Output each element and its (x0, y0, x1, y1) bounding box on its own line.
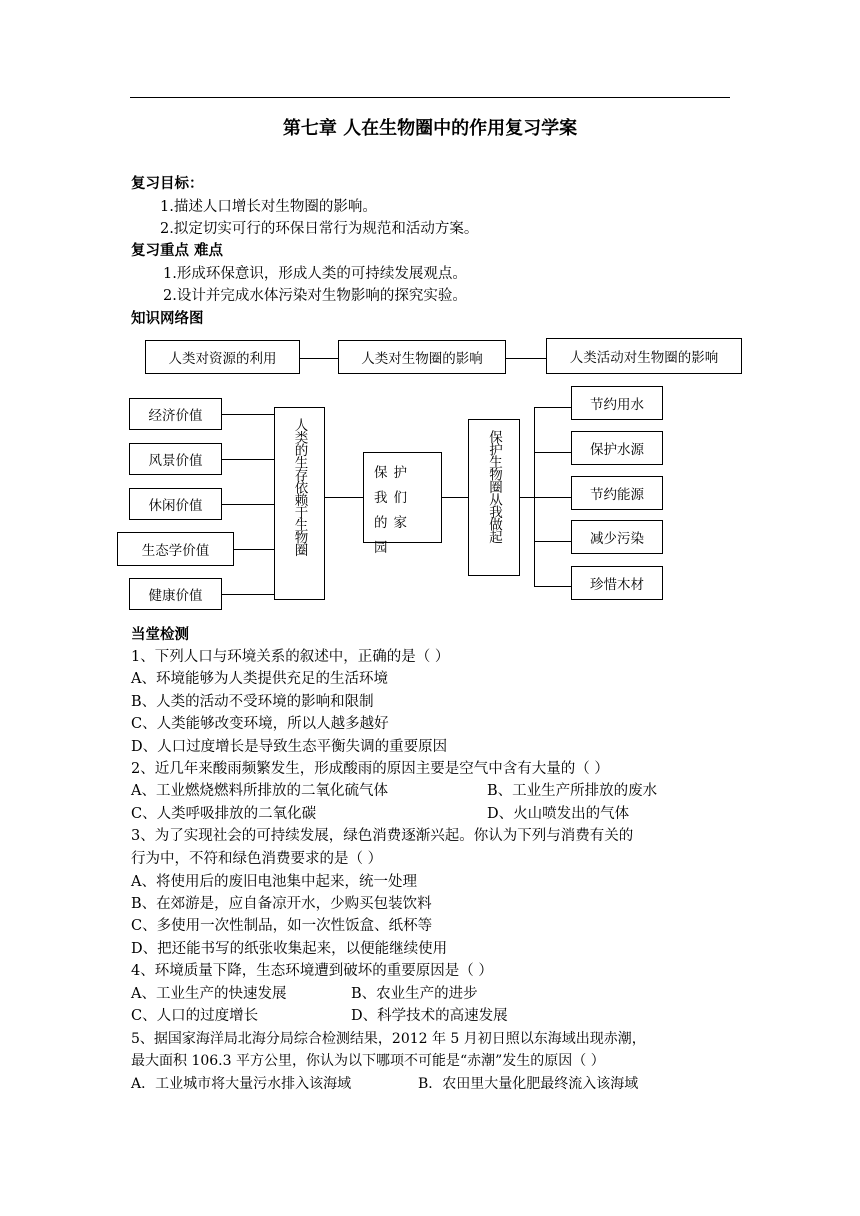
connector (506, 358, 546, 359)
top-box-activity-impact: 人类活动对生物圈的影响 (546, 338, 742, 374)
connector (520, 497, 534, 498)
key-point-item-1: 1.形成环保意识，形成人类的可持续发展观点。 (163, 266, 467, 282)
page-title: 第七章 人在生物圈中的作用复习学案 (282, 118, 578, 139)
value-box-economic: 经济价值 (129, 398, 222, 430)
question-1-stem: 1、下列人口与环境关系的叙述中，正确的是（ ） (131, 649, 450, 665)
connector (534, 452, 571, 453)
question-3-option-c: C、多使用一次性制品，如一次性饭盒、纸杯等 (131, 918, 433, 934)
connector (222, 594, 274, 595)
question-3-option-b: B、在郊游是，应自备凉开水，少购买包装饮料 (131, 896, 432, 912)
question-1-option-a: A、环境能够为人类提供充足的生活环境 (131, 671, 388, 687)
question-1-option-b: B、人类的活动不受环境的影响和限制 (131, 694, 374, 710)
home-box: 保护我们的家园 (363, 452, 442, 543)
network-heading: 知识网络图 (131, 311, 204, 327)
question-3-stem-line-1: 3、为了实现社会的可持续发展，绿色消费逐渐兴起。你认为下列与消费有关的 (131, 828, 634, 844)
connector (222, 459, 274, 460)
connector (234, 549, 274, 550)
question-1-option-d: D、人口过度增长是导致生态平衡失调的重要原因 (131, 739, 448, 755)
connector (222, 414, 274, 415)
key-points-heading: 复习重点 难点 (131, 243, 224, 259)
from-me-box (468, 419, 520, 576)
question-4-option-a: A、工业生产的快速发展 (131, 986, 287, 1002)
value-box-leisure: 休闲价值 (129, 488, 222, 520)
question-1-option-c: C、人类能够改变环境，所以人越多越好 (131, 716, 389, 732)
action-box-save-energy: 节约能源 (571, 476, 663, 510)
connector (325, 497, 363, 498)
question-4-stem: 4、环境质量下降，生态环境遭到破坏的重要原因是（ ） (131, 963, 493, 979)
question-3-option-a: A、将使用后的废旧电池集中起来，统一处理 (131, 874, 417, 890)
objective-item-2: 2.拟定切实可行的环保日常行为规范和活动方案。 (160, 221, 479, 237)
value-box-health: 健康价值 (129, 578, 222, 610)
test-heading: 当堂检测 (131, 627, 189, 643)
question-2-option-c: C、人类呼吸排放的二氧化碳 (131, 806, 317, 822)
action-box-protect-water: 保护水源 (571, 431, 663, 465)
question-4-option-c: C、人口的过度增长 (131, 1008, 259, 1024)
top-box-biosphere-impact: 人类对生物圈的影响 (338, 340, 506, 374)
connector (534, 407, 571, 408)
connector (534, 541, 571, 542)
question-2-stem: 2、近几年来酸雨频繁发生，形成酸雨的原因主要是空气中含有大量的（ ） (131, 761, 609, 777)
connector (442, 497, 468, 498)
question-3-option-d: D、把还能书写的纸张收集起来，以便能继续使用 (131, 941, 448, 957)
question-5-stem-line-1: 5、据国家海洋局北海分局综合检测结果，2012 年 5 月初日照以东海域出现赤潮， (131, 1031, 646, 1047)
question-2-option-b: B、工业生产所排放的废水 (487, 783, 658, 799)
question-5-option-a: A．工业城市将大量污水排入该海域 (131, 1076, 352, 1092)
connector (534, 497, 571, 498)
key-point-item-2: 2.设计并完成水体污染对生物影响的探究实验。 (163, 288, 467, 304)
top-box-resource-use: 人类对资源的利用 (145, 340, 300, 374)
action-box-cherish-wood: 珍惜木材 (571, 566, 663, 600)
connector (222, 504, 274, 505)
value-box-scenic: 风景价值 (129, 443, 222, 475)
connector (300, 358, 338, 359)
question-3-stem-line-2: 行为中，不符和绿色消费要求的是（ ） (131, 851, 383, 867)
dependency-label: 人类的生存依赖于生物圈 (291, 418, 308, 556)
question-5-option-b: B．农田里大量化肥最终流入该海域 (418, 1076, 639, 1092)
action-box-save-water: 节约用水 (571, 386, 663, 420)
question-4-option-d: D、科学技术的高速发展 (351, 1008, 508, 1024)
question-2-option-a: A、工业燃烧燃料所排放的二氧化硫气体 (131, 783, 388, 799)
from-me-label: 保护生物圈从我做起 (486, 430, 502, 543)
dependency-box (274, 407, 325, 600)
question-4-option-b: B、农业生产的进步 (351, 986, 478, 1002)
action-box-reduce-pollution: 减少污染 (571, 520, 663, 554)
question-5-stem-line-2: 最大面积 106.3 平方公里，你认为以下哪项不可能是“赤潮”发生的原因（ ） (131, 1053, 605, 1069)
header-rule (130, 97, 730, 98)
objectives-heading: 复习目标： (131, 176, 204, 192)
value-box-ecological: 生态学价值 (117, 532, 234, 566)
objective-item-1: 1.描述人口增长对生物圈的影响。 (160, 199, 377, 215)
question-2-option-d: D、火山喷发出的气体 (487, 806, 630, 822)
connector (534, 586, 571, 587)
